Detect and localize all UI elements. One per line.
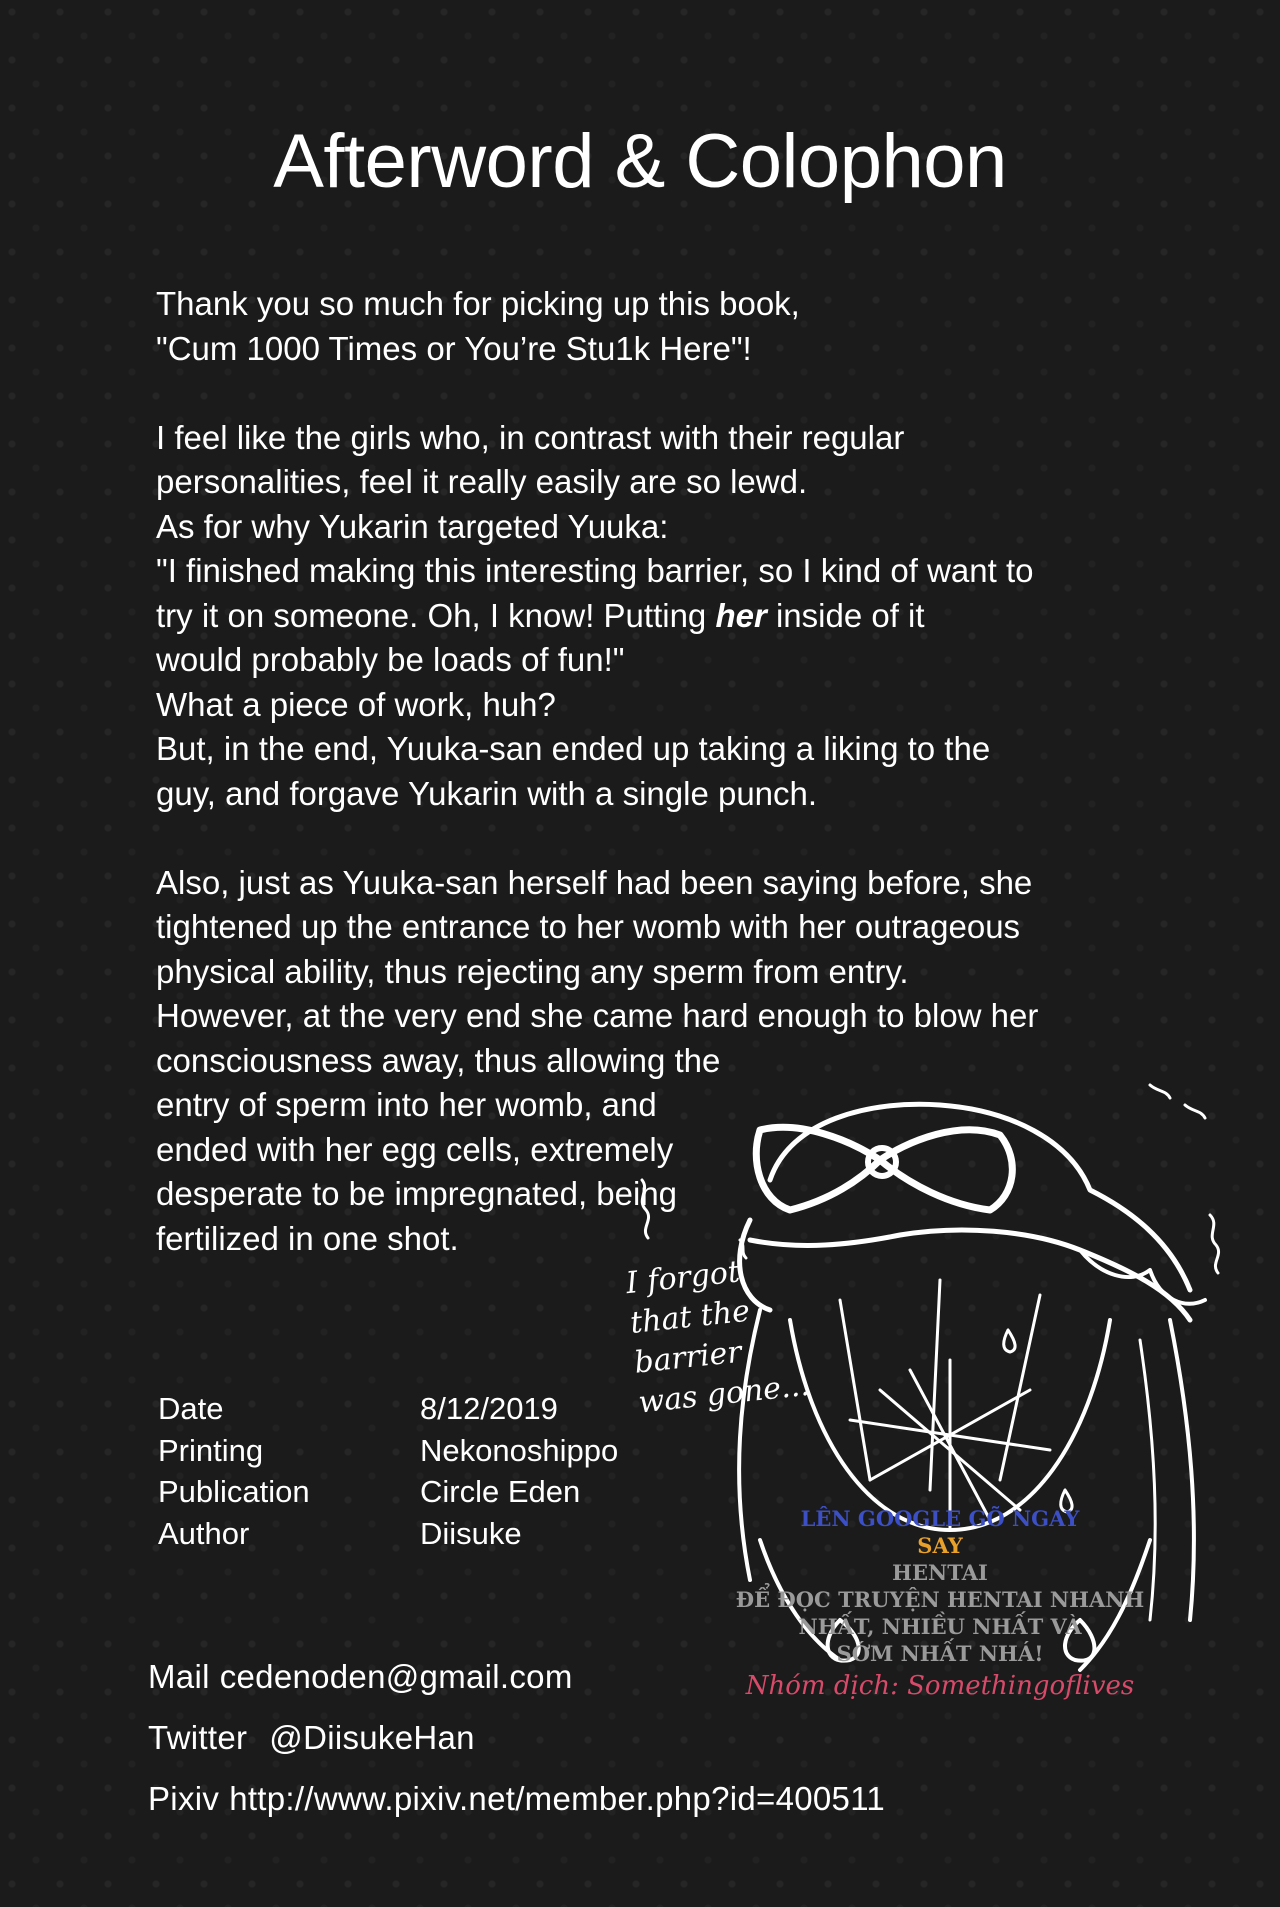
colophon-key: Author bbox=[158, 1515, 250, 1551]
emphasis-word: her bbox=[715, 596, 767, 634]
colophon-row bbox=[158, 1388, 618, 1430]
watermark-line: ĐỂ ĐỌC TRUYỆN HENTAI NHANH bbox=[735, 1587, 1145, 1612]
colophon-row bbox=[158, 1430, 618, 1472]
colophon-key: Publication bbox=[158, 1474, 310, 1509]
text-line: As for why Yukarin targeted Yuuka: bbox=[156, 507, 669, 545]
note-line: that the bbox=[628, 1293, 752, 1341]
text-line: However, at the very end she came hard enough to blow her bbox=[156, 997, 1039, 1034]
watermark-line: SỚM NHẤT NHÁ! bbox=[836, 1641, 1044, 1666]
translator-credit: Nhóm dịch: Somethingoflives bbox=[745, 1671, 1135, 1701]
text-line: But, in the end, Yuuka-san ended up taking a liking to the bbox=[156, 730, 991, 767]
contact-mail bbox=[148, 1646, 885, 1707]
watermark-brand bbox=[660, 1532, 1220, 1586]
contact-label: Mail bbox=[148, 1658, 210, 1695]
colophon-value: Diisuke bbox=[420, 1515, 522, 1551]
text-line: "I finished making this interesting barrier, so I kind of want to bbox=[156, 552, 1034, 589]
text-line: physical ability, thus rejecting any sperm from entry. bbox=[156, 952, 909, 990]
paragraph-story bbox=[156, 416, 1156, 817]
page-title: Afterword & Colophon bbox=[273, 119, 1007, 204]
text-line: personalities, feel it really easily are so lewd. bbox=[156, 463, 808, 500]
text-line: Thank you so much for picking up this book, bbox=[156, 285, 800, 322]
text-line: "Cum 1000 Times or You’re Stu1k Here"! bbox=[156, 329, 752, 367]
pixiv-link[interactable]: http://www.pixiv.net/member.php?id=400511 bbox=[229, 1780, 886, 1817]
text-line: What a piece of work, huh? bbox=[156, 685, 556, 723]
contact-list bbox=[148, 1646, 885, 1829]
text-line: I feel like the girls who, in contrast with their regular bbox=[156, 418, 905, 456]
text-line: Also, just as Yuuka-san herself had been saying before, she bbox=[156, 863, 1033, 901]
watermark-line: NHẤT, NHIỀU NHẤT VÀ bbox=[798, 1614, 1082, 1639]
brand-say: SAY bbox=[917, 1533, 963, 1558]
contact-label: Twitter bbox=[148, 1719, 248, 1756]
text-line: guy, and forgave Yukarin with a single punch. bbox=[156, 774, 818, 812]
twitter-handle[interactable]: @DiisukeHan bbox=[269, 1719, 475, 1756]
colophon-value: 8/12/2019 bbox=[420, 1391, 558, 1426]
colophon-key: Printing bbox=[158, 1432, 264, 1468]
handwritten-note bbox=[624, 1246, 811, 1423]
colophon-value: Nekonoshippo bbox=[420, 1432, 619, 1468]
brand-rest: HENTAI bbox=[892, 1560, 988, 1585]
note-line: was gone... bbox=[636, 1367, 812, 1421]
text-line: entry of sperm into her womb, and bbox=[156, 1086, 657, 1123]
text-line: tightened up the entrance to her womb with her outrageous bbox=[156, 908, 1021, 945]
text-line: would probably be loads of fun!" bbox=[156, 641, 625, 678]
text-fragment: inside of it bbox=[766, 596, 925, 634]
note-line: I forgot bbox=[624, 1254, 742, 1302]
colophon-key: Date bbox=[158, 1391, 224, 1426]
colophon-row bbox=[158, 1471, 618, 1513]
watermark-line: LÊN GOOGLE GÕ NGAY bbox=[800, 1506, 1080, 1531]
note-line: barrier bbox=[632, 1334, 744, 1381]
contact-pixiv bbox=[148, 1768, 885, 1829]
mail-address[interactable]: cedenoden@gmail.com bbox=[219, 1658, 573, 1695]
text-line: ended with her egg cells, extremely bbox=[156, 1130, 674, 1168]
paragraph-thanks bbox=[156, 282, 1156, 371]
text-line: fertilized in one shot. bbox=[156, 1219, 459, 1257]
text-fragment: try it on someone. Oh, I know! Putting bbox=[156, 596, 716, 634]
text-line: desperate to be impregnated, being bbox=[156, 1175, 678, 1212]
colophon-row bbox=[158, 1513, 618, 1555]
colophon-table bbox=[158, 1388, 618, 1554]
colophon-value: Circle Eden bbox=[420, 1474, 581, 1509]
text-line-emphasis bbox=[156, 594, 1156, 639]
contact-label: Pixiv bbox=[148, 1780, 220, 1817]
contact-twitter bbox=[148, 1707, 885, 1768]
text-line: consciousness away, thus allowing the bbox=[156, 1041, 721, 1079]
